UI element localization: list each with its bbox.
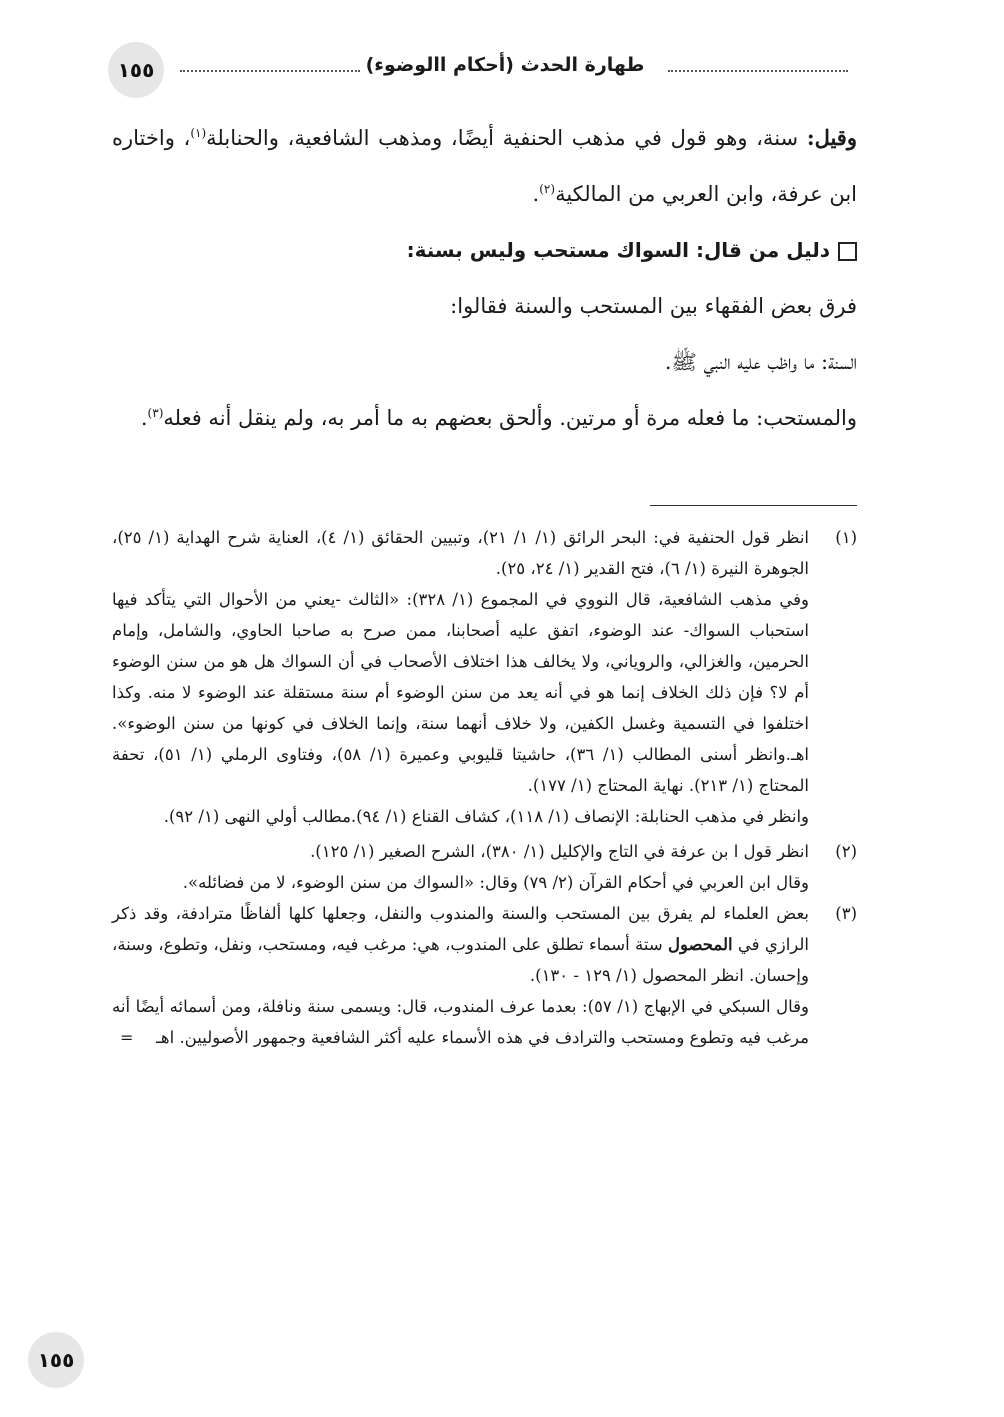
footnote-number: (٢) <box>835 842 857 861</box>
footnote-paragraph: وقال ابن العربي في أحكام القرآن (٢/ ٧٩) وقال: «السواك من سنن الوضوء، لا من فضائله». <box>182 873 809 892</box>
checkbox-square-icon <box>838 242 857 261</box>
page-number-badge-bottom: ١٥٥ <box>28 1332 84 1388</box>
footnote-1 <box>112 522 857 832</box>
paragraph-2: فرق بعض الفقهاء بين المستحب والسنة فقالوا: <box>450 294 857 318</box>
section-heading <box>112 222 857 278</box>
main-text <box>112 110 857 446</box>
paragraph-4-text: والمستحب: ما فعله مرة أو مرتين. وألحق بعضهم به ما أمر به، ولم ينقل أنه فعله <box>163 406 857 430</box>
paragraph-1-text-2: ، واختاره ابن عرفة، وابن العربي من المالكية <box>112 126 857 206</box>
paragraph-4-end: . <box>140 406 148 430</box>
footnote-2 <box>112 836 857 898</box>
paragraph-4 <box>112 390 857 446</box>
page-header <box>108 42 848 98</box>
footnote-paragraph: وانظر في مذهب الحنابلة: الإنصاف (١/ ١١٨)، كشاف القناع (١/ ٩٤).مطالب أولي النهى (١/ ٩٢). <box>163 807 809 826</box>
section-heading-text: دليل من قال: السواك مستحب وليس بسنة: <box>406 238 830 262</box>
header-dotted-leader-left <box>180 70 360 72</box>
footnote-number: (١) <box>835 528 857 547</box>
footnote-3 <box>112 898 857 1053</box>
footnote-paragraph <box>112 898 809 991</box>
footnote-number: (٣) <box>835 904 857 923</box>
footnote-paragraph: وفي مذهب الشافعية، قال النووي في المجموع (١/ ٣٢٨): «الثالث -يعني من الأحوال التي يتأكد فيها استحباب السواك- عند الوضوء، اتفق عليه أصحابنا، ممن صرح به صاحبا الحاوي، والشامل، وإمام الحرمين، والغزالي، والروياني، ولا يخالف هذا اختلاف الأصحاب في أن السواك هل هو من سنن الوضوء أم لا؟ فإن ذلك الخلاف إنما هو في أنه يعد من سنن الوضوء أم سنة مستقلة عند الوضوء لا منه. وكذا اختلفوا في التسمية وغسل الكفين، ولا خلاف أنهما سنة، وإنما الخلاف في كونها من سنن الوضوء». اهـ.وانظر أسنى المطالب (١/ ٣٦)، حاشيتا قليوبي وعميرة (١/ ٥٨)، وفتاوى الرملي (١/ ٥١)، تحفة المحتاج (١/ ٢١٣). نهاية المحتاج (١/ ١٧٧). <box>112 590 809 795</box>
footnote-paragraph: انظر قول الحنفية في: البحر الرائق (١/ ١/ ٢١)، وتبيين الحقائق (١/ ٤)، العناية شرح الهداية (١/ ٢٥)، الجوهرة النيرة (١/ ٦)، فتح القدير (١/ ٢٤، ٢٥). <box>112 528 810 578</box>
footnote-3-book-title: المحصول <box>667 935 733 954</box>
continuation-mark: = <box>120 1028 134 1047</box>
header-dotted-leader-right <box>668 70 848 72</box>
footnote-ref-1[interactable]: (١) <box>190 126 207 140</box>
footnote-ref-3[interactable]: (٣) <box>147 406 164 420</box>
paragraph-1 <box>112 110 857 222</box>
footnote-3-text-b: ستة أسماء تطلق على المندوب، هي: مرغب فيه، ومستحب، ونفل، وتطوع، وسنة، وإحسان. انظر المحصول (١/ ١٢٩ - ١٣٠). <box>112 935 809 985</box>
footnote-paragraph: انظر قول ا بن عرفة في التاج والإكليل (١/ ٣٨٠)، الشرح الصغير (١/ ١٢٥). <box>310 842 809 861</box>
footnote-paragraph: وقال السبكي في الإبهاج (١/ ٥٧): بعدما عرف المندوب، قال: ويسمى سنة ونافلة، ومن أسمائه أيضًا أنه مرغب فيه وتطوع ومستحب والترادف في هذه الأسماء عليه أكثر الشافعية وجمهور الأصوليين. اهـ <box>112 997 809 1047</box>
page-number-badge-top: ١٥٥ <box>108 42 164 98</box>
paragraph-3: السنة: ما واظب عليه النبي ﷺ. <box>664 350 857 374</box>
footnote-ref-2[interactable]: (٢) <box>539 182 556 196</box>
footnote-separator <box>650 505 857 506</box>
running-title: طهارة الحدث (أحكام االوضوء) <box>365 54 645 76</box>
paragraph-1-text: سنة، وهو قول في مذهب الحنفية أيضًا، ومذهب الشافعية، والحنابلة <box>206 126 807 150</box>
paragraph-1-lead: وقيل: <box>806 125 857 150</box>
paragraph-1-end: . <box>532 182 540 206</box>
footnotes <box>112 522 857 1053</box>
footnote-3-text-a: بعض العلماء لم يفرق بين المستحب والسنة والمندوب والنفل، وجعلها كلها ألفاظًا مترادفة، وقد ذكر الرازي في <box>112 904 809 954</box>
